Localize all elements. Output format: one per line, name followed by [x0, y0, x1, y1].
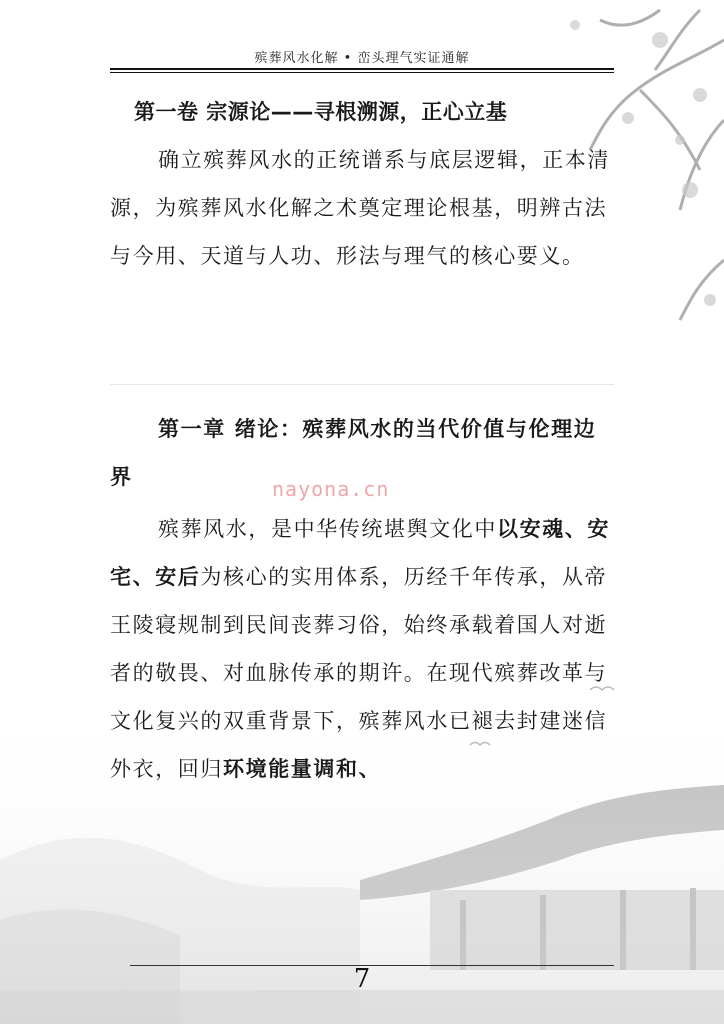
volume-paragraph: 确立殡葬风水的正统谱系与底层逻辑，正本清源，为殡葬风水化解之术奠定理论根基，明辨古法与今用、天道与人功、形法与理气的核心要义。 — [110, 148, 610, 268]
header-rule — [110, 68, 614, 70]
page-number: 7 — [353, 964, 371, 994]
watermark: nayona.cn — [272, 477, 390, 501]
paragraph-bold-text: 环境能量调和、 — [223, 757, 382, 781]
paragraph-bold-text: 以安魂、安宅、安后 — [110, 517, 610, 589]
header-title: 殡葬风水化解 • 峦头理气实证通解 — [254, 51, 470, 66]
paragraph-text: 为核心的实用体系，历经千年传承，从帝王陵寝规制到民间丧葬习俗，始终承载着国人对逝者的敬畏、对血脉传承的期许。在现代殡葬改革与文化复兴的双重背景下，殡葬风水已褪去封建迷信外衣，回归 — [110, 565, 608, 781]
chapter-paragraph — [110, 505, 610, 793]
section-divider — [110, 384, 614, 385]
chapter-heading: 第一章 绪论：殡葬风水的当代价值与伦理边界 — [110, 417, 597, 489]
volume-heading: 第一卷 宗源论——寻根溯源，正心立基 — [134, 100, 508, 124]
header-rule — [110, 72, 614, 73]
paragraph-text: 殡葬风水，是中华传统堪舆文化中 — [158, 517, 497, 541]
